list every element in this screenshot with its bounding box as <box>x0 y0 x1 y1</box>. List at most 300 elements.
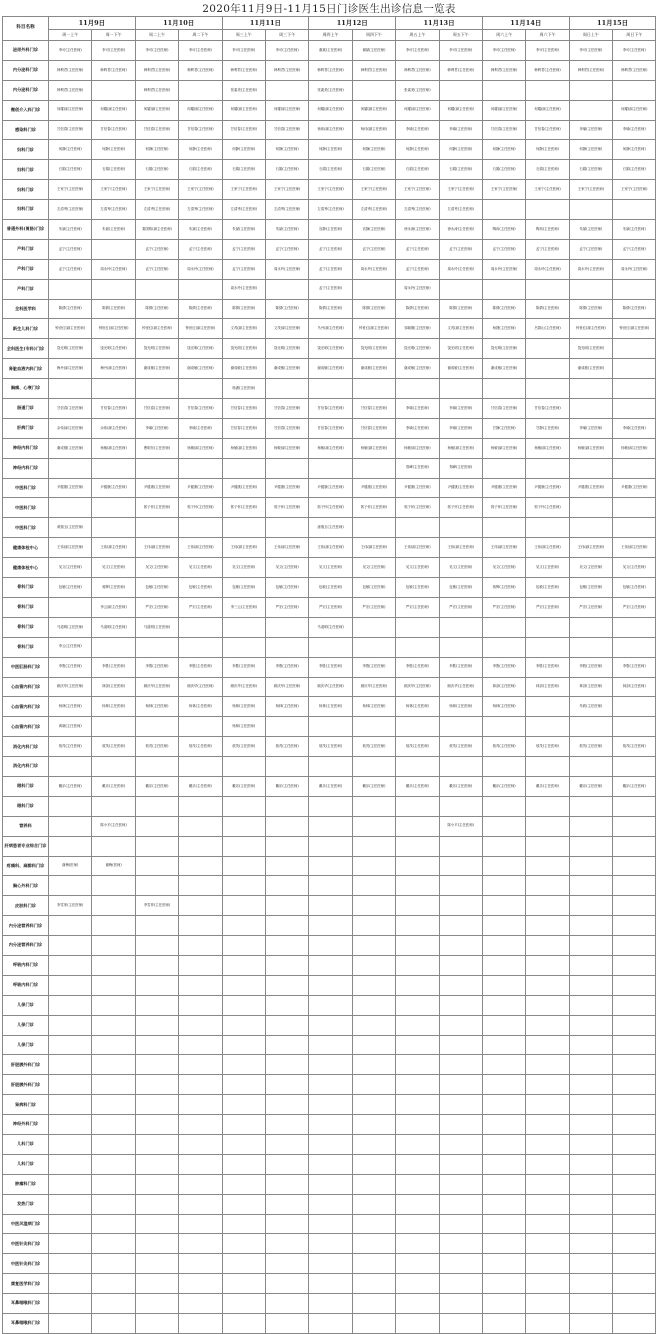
doctor-cell <box>482 717 525 737</box>
doctor-cell: 孟宁(主任医师) <box>439 239 482 259</box>
doctor-cell <box>526 1015 569 1035</box>
doctor-cell <box>92 458 135 478</box>
doctor-cell: 顾庆华(主任医师) <box>265 677 308 697</box>
doctor-cell: 杨敏(副主任医师) <box>309 438 352 458</box>
doctor-cell: 陈倩(主任医师) <box>135 299 178 319</box>
doctor-cell <box>135 1115 178 1135</box>
doctor-cell <box>135 836 178 856</box>
doctor-cell <box>569 916 612 936</box>
doctor-cell: 石娟(主任医师) <box>439 160 482 180</box>
doctor-cell: 朱斌(主任医师) <box>613 220 656 240</box>
doctor-cell <box>482 1115 525 1135</box>
doctor-cell: 戴乐(主任医师) <box>439 776 482 796</box>
table-row <box>3 1254 656 1274</box>
doctor-cell: 谢成敏(主任医师) <box>396 359 439 379</box>
doctor-cell: 谢斌(主任医师) <box>352 41 395 61</box>
doctor-cell <box>482 637 525 657</box>
doctor-cell: 林剑(主任医师) <box>482 677 525 697</box>
doctor-cell: 林剑(主任医师) <box>92 677 135 697</box>
doctor-cell: 吴文(主任医师) <box>569 558 612 578</box>
doctor-cell <box>179 975 222 995</box>
doctor-cell <box>352 1134 395 1154</box>
day-header: 11月13日 <box>396 17 483 30</box>
doctor-cell: 何静(主任医师) <box>482 140 525 160</box>
doctor-cell <box>49 458 92 478</box>
table-row <box>3 498 656 518</box>
doctor-cell: 陈倩(主任医师) <box>265 299 308 319</box>
doctor-cell: 王伟(副主任医师) <box>613 538 656 558</box>
doctor-cell <box>309 717 352 737</box>
doctor-cell: 王伟(副主任医师) <box>352 538 395 558</box>
dept-name-cell: 中医肛肠科门诊 <box>3 657 49 677</box>
doctor-cell <box>222 458 265 478</box>
doctor-cell: 李可(主任医师) <box>526 41 569 61</box>
doctor-cell <box>396 637 439 657</box>
doctor-cell: 钟世红(副主任医师) <box>352 319 395 339</box>
doctor-cell: 李胜(主任医师) <box>569 657 612 677</box>
doctor-cell: 朱斌(主任医师) <box>179 220 222 240</box>
dept-name-cell: 全科医生(专科)门诊 <box>3 339 49 359</box>
doctor-cell: 李瑜(主任医师) <box>396 399 439 419</box>
doctor-cell <box>613 1314 656 1334</box>
doctor-cell <box>439 1294 482 1314</box>
doctor-cell <box>526 955 569 975</box>
doctor-cell: 张素美(主任医师) <box>222 80 265 100</box>
doctor-cell: 甘信春(主任医师) <box>309 418 352 438</box>
doctor-cell: 谢成敏(主任医师) <box>352 359 395 379</box>
doctor-cell: 谢成敏(主任医师) <box>179 359 222 379</box>
dept-name-cell: 消化内科门诊 <box>3 757 49 777</box>
doctor-cell <box>49 1075 92 1095</box>
doctor-cell: 何静(主任医师) <box>265 140 308 160</box>
doctor-cell <box>569 1274 612 1294</box>
doctor-cell <box>135 1234 178 1254</box>
doctor-cell <box>265 279 308 299</box>
doctor-cell <box>265 856 308 876</box>
doctor-cell: 甘信春(主任医师) <box>526 399 569 419</box>
doctor-cell: 杨林(主任医师) <box>265 697 308 717</box>
doctor-cell <box>265 80 308 100</box>
doctor-cell <box>309 379 352 399</box>
doctor-cell: 黄瑞玉(主任医师) <box>49 518 92 538</box>
table-row <box>3 578 656 598</box>
half-day-header: 周四下午 <box>352 30 395 41</box>
doctor-cell <box>352 1214 395 1234</box>
doctor-cell: 敖茂(主任医师) <box>613 737 656 757</box>
doctor-cell <box>135 717 178 737</box>
doctor-cell <box>265 916 308 936</box>
doctor-cell <box>569 518 612 538</box>
doctor-cell: 李瑜(主任医师) <box>569 418 612 438</box>
doctor-cell <box>179 757 222 777</box>
doctor-cell <box>352 1035 395 1055</box>
doctor-cell <box>526 876 569 896</box>
doctor-cell <box>179 1314 222 1334</box>
doctor-cell: 马道明(主任医师) <box>92 617 135 637</box>
doctor-cell: 谢梅(医师) <box>49 856 92 876</box>
doctor-cell <box>92 1254 135 1274</box>
doctor-cell <box>309 796 352 816</box>
doctor-cell: 李可(主任医师) <box>613 41 656 61</box>
doctor-cell: 郑峰(主任医师) <box>396 458 439 478</box>
doctor-cell: 韩利君(主任医师) <box>49 60 92 80</box>
doctor-cell <box>49 816 92 836</box>
doctor-cell: 王家宁(主任医师) <box>135 180 178 200</box>
table-row <box>3 41 656 61</box>
doctor-cell <box>352 836 395 856</box>
doctor-cell: 周永玲(主任医师) <box>222 279 265 299</box>
doctor-cell <box>222 1274 265 1294</box>
doctor-cell: 王伟(副主任医师) <box>265 538 308 558</box>
doctor-cell <box>309 836 352 856</box>
doctor-cell <box>526 1214 569 1234</box>
doctor-cell <box>482 1055 525 1075</box>
doctor-cell: 韩利君(主任医师) <box>265 60 308 80</box>
doctor-cell: 林剑(主任医师) <box>613 677 656 697</box>
doctor-cell: 钟世红(副主任医师) <box>49 319 92 339</box>
doctor-cell: 官静(主任医师) <box>352 220 395 240</box>
doctor-cell <box>439 1015 482 1035</box>
doctor-cell: 甘信春(主任医师) <box>526 120 569 140</box>
doctor-cell <box>569 1174 612 1194</box>
doctor-cell <box>92 1274 135 1294</box>
doctor-cell: 杨林(主任医师) <box>396 697 439 717</box>
doctor-cell: 敖茂(主任医师) <box>396 737 439 757</box>
doctor-cell: 顾庆华(主任医师) <box>439 677 482 697</box>
doctor-cell: 左清秀(主任医师) <box>222 200 265 220</box>
doctor-cell: 周永玲(主任医师) <box>92 259 135 279</box>
doctor-cell: 陈倩(主任医师) <box>569 299 612 319</box>
doctor-cell <box>569 1194 612 1214</box>
doctor-cell <box>352 1234 395 1254</box>
doctor-cell: 李胜(主任医师) <box>439 657 482 677</box>
doctor-cell <box>49 1154 92 1174</box>
doctor-cell: 余伟(副主任医师) <box>92 418 135 438</box>
doctor-cell: 王伟(副主任医师) <box>482 538 525 558</box>
doctor-cell: 何静(主任医师) <box>179 140 222 160</box>
doctor-cell: 尹健康(主任医师) <box>179 478 222 498</box>
doctor-cell <box>179 1154 222 1174</box>
dept-name-cell: 眼科门诊 <box>3 776 49 796</box>
doctor-cell <box>222 1055 265 1075</box>
doctor-cell <box>439 279 482 299</box>
doctor-cell <box>569 498 612 518</box>
doctor-cell: 文茂(副主任医师) <box>439 319 482 339</box>
doctor-cell: 邹朝刚(主任医师) <box>396 319 439 339</box>
doctor-cell: 孟宁(主任医师) <box>135 259 178 279</box>
doctor-cell: 谢成敏(主任医师) <box>569 359 612 379</box>
doctor-cell <box>482 955 525 975</box>
table-row <box>3 259 656 279</box>
dept-name-cell: 内分泌科门诊 <box>3 80 49 100</box>
doctor-cell <box>613 896 656 916</box>
doctor-cell: 吴文(主任医师) <box>135 558 178 578</box>
dept-name-cell: 肝胆胰外科门诊 <box>3 1055 49 1075</box>
doctor-cell <box>613 975 656 995</box>
doctor-cell <box>526 1035 569 1055</box>
doctor-cell: 杨林(主任医师) <box>49 697 92 717</box>
doctor-cell <box>569 995 612 1015</box>
doctor-cell <box>396 1095 439 1115</box>
doctor-cell: 谢成敏(主任医师) <box>265 359 308 379</box>
doctor-cell <box>526 1095 569 1115</box>
table-row <box>3 100 656 120</box>
doctor-cell <box>526 916 569 936</box>
doctor-cell <box>482 80 525 100</box>
doctor-cell <box>482 1194 525 1214</box>
doctor-cell <box>92 796 135 816</box>
table-row <box>3 896 656 916</box>
doctor-cell: 尹健康(主任医师) <box>135 478 178 498</box>
doctor-cell: 敖茂(主任医师) <box>309 737 352 757</box>
doctor-cell <box>222 1234 265 1254</box>
doctor-cell: 顾庆华(主任医师) <box>135 677 178 697</box>
doctor-cell <box>439 1115 482 1135</box>
dept-name-cell: 普通外科(胃肠)门诊 <box>3 220 49 240</box>
doctor-cell <box>352 1075 395 1095</box>
table-row <box>3 418 656 438</box>
doctor-cell <box>526 796 569 816</box>
doctor-cell <box>222 617 265 637</box>
doctor-cell <box>49 955 92 975</box>
doctor-cell: 张素美(主任医师) <box>309 80 352 100</box>
doctor-cell: 梅丹(副主任医师) <box>92 359 135 379</box>
doctor-cell <box>352 1194 395 1214</box>
doctor-cell: 石娟(主任医师) <box>49 160 92 180</box>
doctor-cell: 王家宁(主任医师) <box>482 180 525 200</box>
doctor-cell <box>309 1154 352 1174</box>
dept-name-cell: 儿保门诊 <box>3 995 49 1015</box>
doctor-cell <box>613 1035 656 1055</box>
doctor-cell <box>309 816 352 836</box>
doctor-cell: 何静(主任医师) <box>49 140 92 160</box>
doctor-cell: 孟宁(主任医师) <box>396 239 439 259</box>
doctor-cell: 余伟(副主任医师) <box>49 418 92 438</box>
doctor-cell <box>265 975 308 995</box>
doctor-cell <box>265 379 308 399</box>
doctor-cell <box>222 1154 265 1174</box>
day-header: 11月10日 <box>135 17 222 30</box>
doctor-cell <box>179 1015 222 1035</box>
doctor-cell: 徐永涛(主任医师) <box>396 220 439 240</box>
doctor-cell: 何静(主任医师) <box>526 140 569 160</box>
doctor-cell <box>222 1134 265 1154</box>
doctor-cell <box>92 1015 135 1035</box>
doctor-cell: 吴文(主任医师) <box>222 558 265 578</box>
doctor-cell: 严宏(主任医师) <box>482 597 525 617</box>
doctor-cell: 饶光明(主任医师) <box>482 339 525 359</box>
dept-name-cell: 胸痛、心衰门诊 <box>3 379 49 399</box>
doctor-cell <box>92 1055 135 1075</box>
doctor-cell <box>439 836 482 856</box>
doctor-cell <box>439 1274 482 1294</box>
doctor-cell: 周永玲(主任医师) <box>569 259 612 279</box>
table-row <box>3 399 656 419</box>
table-row <box>3 677 656 697</box>
table-row <box>3 836 656 856</box>
doctor-cell <box>222 796 265 816</box>
doctor-cell <box>569 399 612 419</box>
doctor-cell: 包敏(主任医师) <box>526 578 569 598</box>
doctor-cell: 李可(主任医师) <box>569 41 612 61</box>
doctor-cell <box>526 836 569 856</box>
doctor-cell <box>179 1075 222 1095</box>
table-row <box>3 1115 656 1135</box>
doctor-cell: 饶光明(主任医师) <box>222 339 265 359</box>
table-row <box>3 359 656 379</box>
table-row <box>3 1194 656 1214</box>
doctor-cell: 李可(主任医师) <box>92 41 135 61</box>
doctor-cell <box>439 1095 482 1115</box>
doctor-cell <box>569 100 612 120</box>
doctor-cell <box>309 458 352 478</box>
doctor-cell <box>179 1134 222 1154</box>
doctor-cell <box>135 796 178 816</box>
doctor-cell <box>179 936 222 956</box>
doctor-cell: 甘静(主任医师) <box>526 418 569 438</box>
doctor-cell: 陈倩(主任医师) <box>613 299 656 319</box>
doctor-cell <box>92 1314 135 1334</box>
doctor-cell: 谢成敏(主任医师) <box>439 359 482 379</box>
doctor-cell: 敖茂(主任医师) <box>92 737 135 757</box>
doctor-cell: 谢成敏(主任医师) <box>482 359 525 379</box>
doctor-cell <box>222 936 265 956</box>
doctor-cell <box>439 1174 482 1194</box>
table-row <box>3 717 656 737</box>
doctor-cell: 孟宁(主任医师) <box>49 239 92 259</box>
doctor-cell: 王伟(副主任医师) <box>439 538 482 558</box>
doctor-cell: 谢成敏(主任医师) <box>135 359 178 379</box>
doctor-cell: 韩利君(主任医师) <box>439 60 482 80</box>
doctor-cell: 李瑜(主任医师) <box>439 120 482 140</box>
doctor-cell: 孟宁(主任医师) <box>49 259 92 279</box>
doctor-cell: 陈倩(主任医师) <box>396 299 439 319</box>
doctor-cell <box>92 717 135 737</box>
doctor-cell: 王家宁(主任医师) <box>222 180 265 200</box>
doctor-cell: 李瑜(主任医师) <box>439 418 482 438</box>
doctor-cell <box>135 816 178 836</box>
doctor-cell <box>92 955 135 975</box>
doctor-cell <box>49 1214 92 1234</box>
doctor-cell <box>92 1214 135 1234</box>
doctor-cell: 陈倩(主任医师) <box>92 299 135 319</box>
doctor-cell <box>613 1134 656 1154</box>
doctor-cell <box>526 816 569 836</box>
dept-name-cell: 感染科门诊 <box>3 120 49 140</box>
doctor-cell: 孟宁(主任医师) <box>222 239 265 259</box>
dept-name-cell: 中医科门诊 <box>3 478 49 498</box>
doctor-cell: 甘信春(主任医师) <box>222 120 265 140</box>
doctor-cell <box>569 717 612 737</box>
doctor-cell <box>352 1174 395 1194</box>
table-row <box>3 518 656 538</box>
doctor-cell: 钟世红(副主任医师) <box>613 319 656 339</box>
doctor-cell: 严宏(主任医师) <box>352 597 395 617</box>
doctor-cell <box>482 200 525 220</box>
doctor-cell: 戴乐(主任医师) <box>92 776 135 796</box>
doctor-cell: 杨林(主任医师) <box>482 697 525 717</box>
doctor-cell: 王家宁(主任医师) <box>439 180 482 200</box>
doctor-cell <box>92 975 135 995</box>
doctor-cell <box>222 955 265 975</box>
doctor-cell: 何耀(副主任医师) <box>482 100 525 120</box>
doctor-cell: 朱斌(主任医师) <box>49 220 92 240</box>
doctor-cell: 甘信春(主任医师) <box>135 120 178 140</box>
doctor-cell <box>49 279 92 299</box>
doctor-cell <box>352 916 395 936</box>
doctor-cell <box>352 458 395 478</box>
doctor-cell <box>613 518 656 538</box>
doctor-cell <box>439 796 482 816</box>
doctor-cell: 甘信春(主任医师) <box>92 120 135 140</box>
doctor-cell <box>179 1115 222 1135</box>
doctor-cell <box>352 1055 395 1075</box>
doctor-cell: 饶光明(主任医师) <box>396 339 439 359</box>
dept-name-cell: 微创介入科门诊 <box>3 100 49 120</box>
doctor-cell <box>49 379 92 399</box>
doctor-cell <box>439 896 482 916</box>
doctor-cell <box>265 717 308 737</box>
doctor-cell <box>396 1075 439 1095</box>
half-day-header: 周三下午 <box>265 30 308 41</box>
doctor-cell: 王家宁(主任医师) <box>179 180 222 200</box>
doctor-cell: 文茂(副主任医师) <box>265 319 308 339</box>
doctor-cell <box>135 1174 178 1194</box>
doctor-cell <box>526 1314 569 1334</box>
doctor-cell <box>569 836 612 856</box>
doctor-cell <box>222 1174 265 1194</box>
doctor-cell: 梅丹(副主任医师) <box>49 359 92 379</box>
doctor-cell: 何耀(副主任医师) <box>135 100 178 120</box>
doctor-cell <box>569 1234 612 1254</box>
table-row <box>3 1035 656 1055</box>
dept-name-cell: 产科门诊 <box>3 259 49 279</box>
doctor-cell: 王伟(副主任医师) <box>179 538 222 558</box>
table-row <box>3 200 656 220</box>
day-header: 11月12日 <box>309 17 396 30</box>
doctor-cell: 敖茂(主任医师) <box>526 737 569 757</box>
doctor-cell <box>526 359 569 379</box>
doctor-cell <box>613 637 656 657</box>
doctor-cell <box>135 279 178 299</box>
doctor-cell: 甘信春(主任医师) <box>179 399 222 419</box>
half-day-header: 周六下午 <box>526 30 569 41</box>
doctor-cell: 包敏(主任医师) <box>309 578 352 598</box>
doctor-cell <box>309 876 352 896</box>
half-day-header: 周四上午 <box>309 30 352 41</box>
doctor-cell <box>396 796 439 816</box>
table-row <box>3 60 656 80</box>
doctor-cell: 李可(主任医师) <box>222 41 265 61</box>
table-row <box>3 120 656 140</box>
doctor-cell <box>309 1234 352 1254</box>
doctor-cell: 尹健康(主任医师) <box>352 478 395 498</box>
doctor-cell <box>309 955 352 975</box>
doctor-cell: 戴乐(主任医师) <box>135 776 178 796</box>
doctor-cell <box>135 1154 178 1174</box>
doctor-cell: 吴文(主任医师) <box>526 558 569 578</box>
doctor-cell <box>352 518 395 538</box>
doctor-cell <box>222 836 265 856</box>
table-row <box>3 319 656 339</box>
doctor-cell <box>482 1274 525 1294</box>
dept-name-cell: 耳鼻咽喉科门诊 <box>3 1294 49 1314</box>
doctor-cell <box>49 836 92 856</box>
doctor-cell: 杨林(主任医师) <box>222 717 265 737</box>
doctor-cell <box>439 379 482 399</box>
doctor-cell <box>526 617 569 637</box>
doctor-cell <box>482 1314 525 1334</box>
